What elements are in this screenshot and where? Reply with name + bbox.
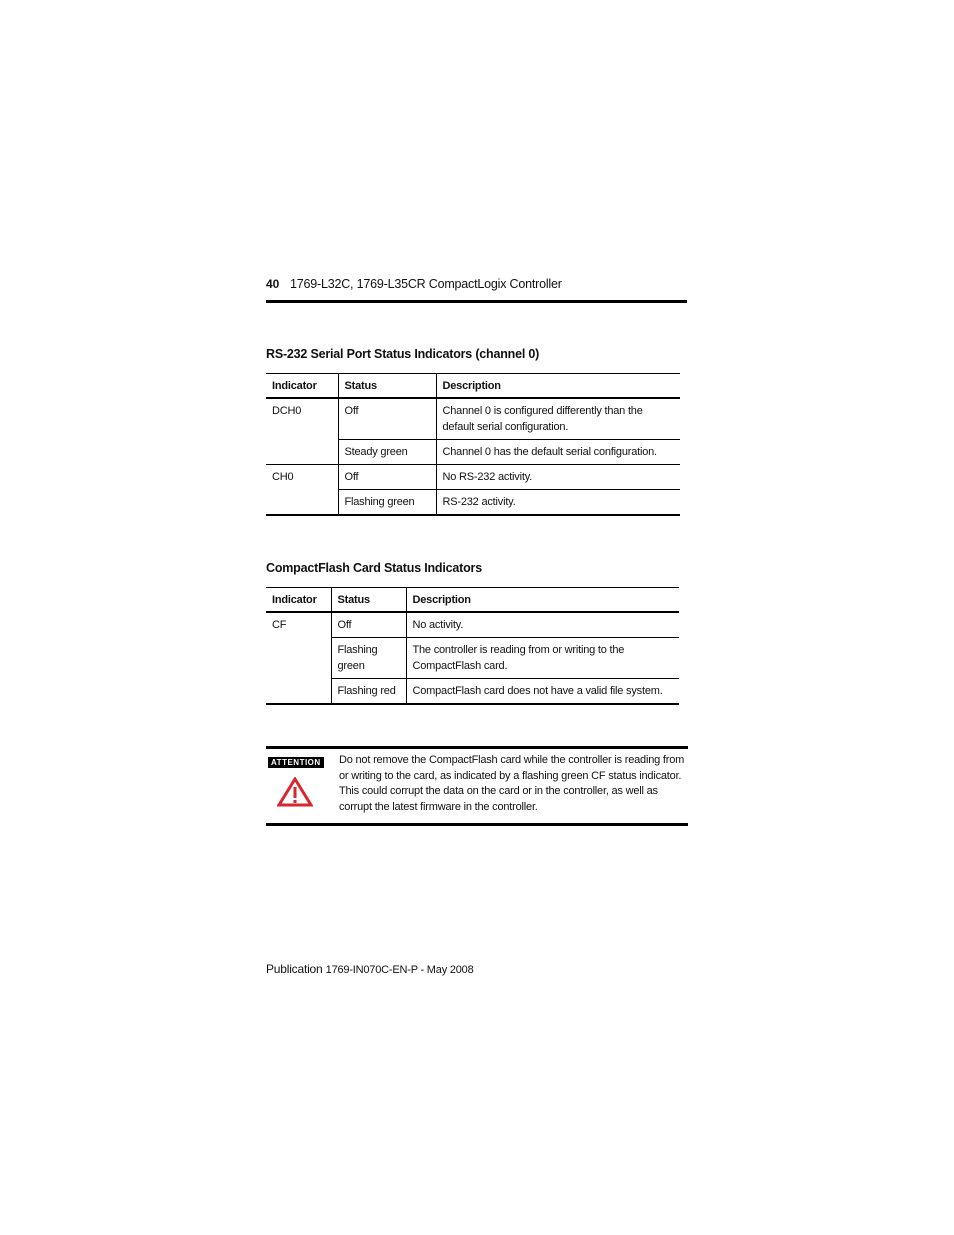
table-header-row	[266, 374, 680, 399]
table-row	[266, 398, 680, 440]
page-footer	[266, 962, 474, 976]
description-cell: Channel 0 has the default serial configuration.	[436, 440, 680, 465]
indicator-cell	[266, 440, 338, 465]
status-cell: Flashing green	[338, 490, 436, 516]
indicator-cell	[266, 679, 331, 705]
compactflash-section-title: CompactFlash Card Status Indicators	[266, 561, 482, 575]
publication-number: 1769-IN070C-EN-P - May 2008	[325, 964, 474, 976]
indicator-cell: DCH0	[266, 398, 338, 440]
status-cell: Off	[338, 398, 436, 440]
table-row	[266, 465, 680, 490]
page-number: 40	[266, 277, 280, 291]
description-cell: RS-232 activity.	[436, 490, 680, 516]
indicator-cell	[266, 490, 338, 516]
document-title: 1769-L32C, 1769-L35CR CompactLogix Controller	[290, 277, 562, 291]
indicator-cell: CH0	[266, 465, 338, 490]
indicator-cell: CF	[266, 612, 331, 638]
attention-notice	[266, 746, 688, 826]
description-cell: Channel 0 is configured differently than the default serial configuration.	[436, 398, 680, 440]
status-cell: Flashing green	[331, 638, 406, 679]
footer-label: Publication	[266, 962, 323, 976]
column-header-description: Description	[436, 374, 680, 399]
table-header-row	[266, 588, 679, 613]
rs232-section-title: RS-232 Serial Port Status Indicators (channel 0)	[266, 347, 540, 361]
status-cell: Off	[331, 612, 406, 638]
status-cell: Steady green	[338, 440, 436, 465]
description-cell: No RS-232 activity.	[436, 465, 680, 490]
attention-label: ATTENTION	[268, 757, 324, 768]
table-row	[266, 490, 680, 516]
table-row	[266, 612, 679, 638]
indicator-cell	[266, 638, 331, 679]
column-header-status: Status	[331, 588, 406, 613]
table-row	[266, 638, 679, 679]
attention-text: Do not remove the CompactFlash card while the controller is reading from or writing to the card, as indicated by a flashing green CF status indicator. This could corrupt the data on the card or in the controller, as well as corrupt the latest firmware in the controller.	[339, 754, 685, 813]
page-header	[266, 276, 687, 303]
description-cell: No activity.	[406, 612, 679, 638]
description-cell: CompactFlash card does not have a valid file system.	[406, 679, 679, 705]
rs232-status-table	[266, 373, 680, 516]
column-header-description: Description	[406, 588, 679, 613]
column-header-status: Status	[338, 374, 436, 399]
status-cell: Off	[338, 465, 436, 490]
compactflash-status-table	[266, 587, 679, 705]
description-cell: The controller is reading from or writing to the CompactFlash card.	[406, 638, 679, 679]
status-cell: Flashing red	[331, 679, 406, 705]
table-row	[266, 679, 679, 705]
table-row	[266, 440, 680, 465]
column-header-indicator: Indicator	[266, 374, 338, 399]
column-header-indicator: Indicator	[266, 588, 331, 613]
warning-triangle-icon	[277, 777, 313, 807]
